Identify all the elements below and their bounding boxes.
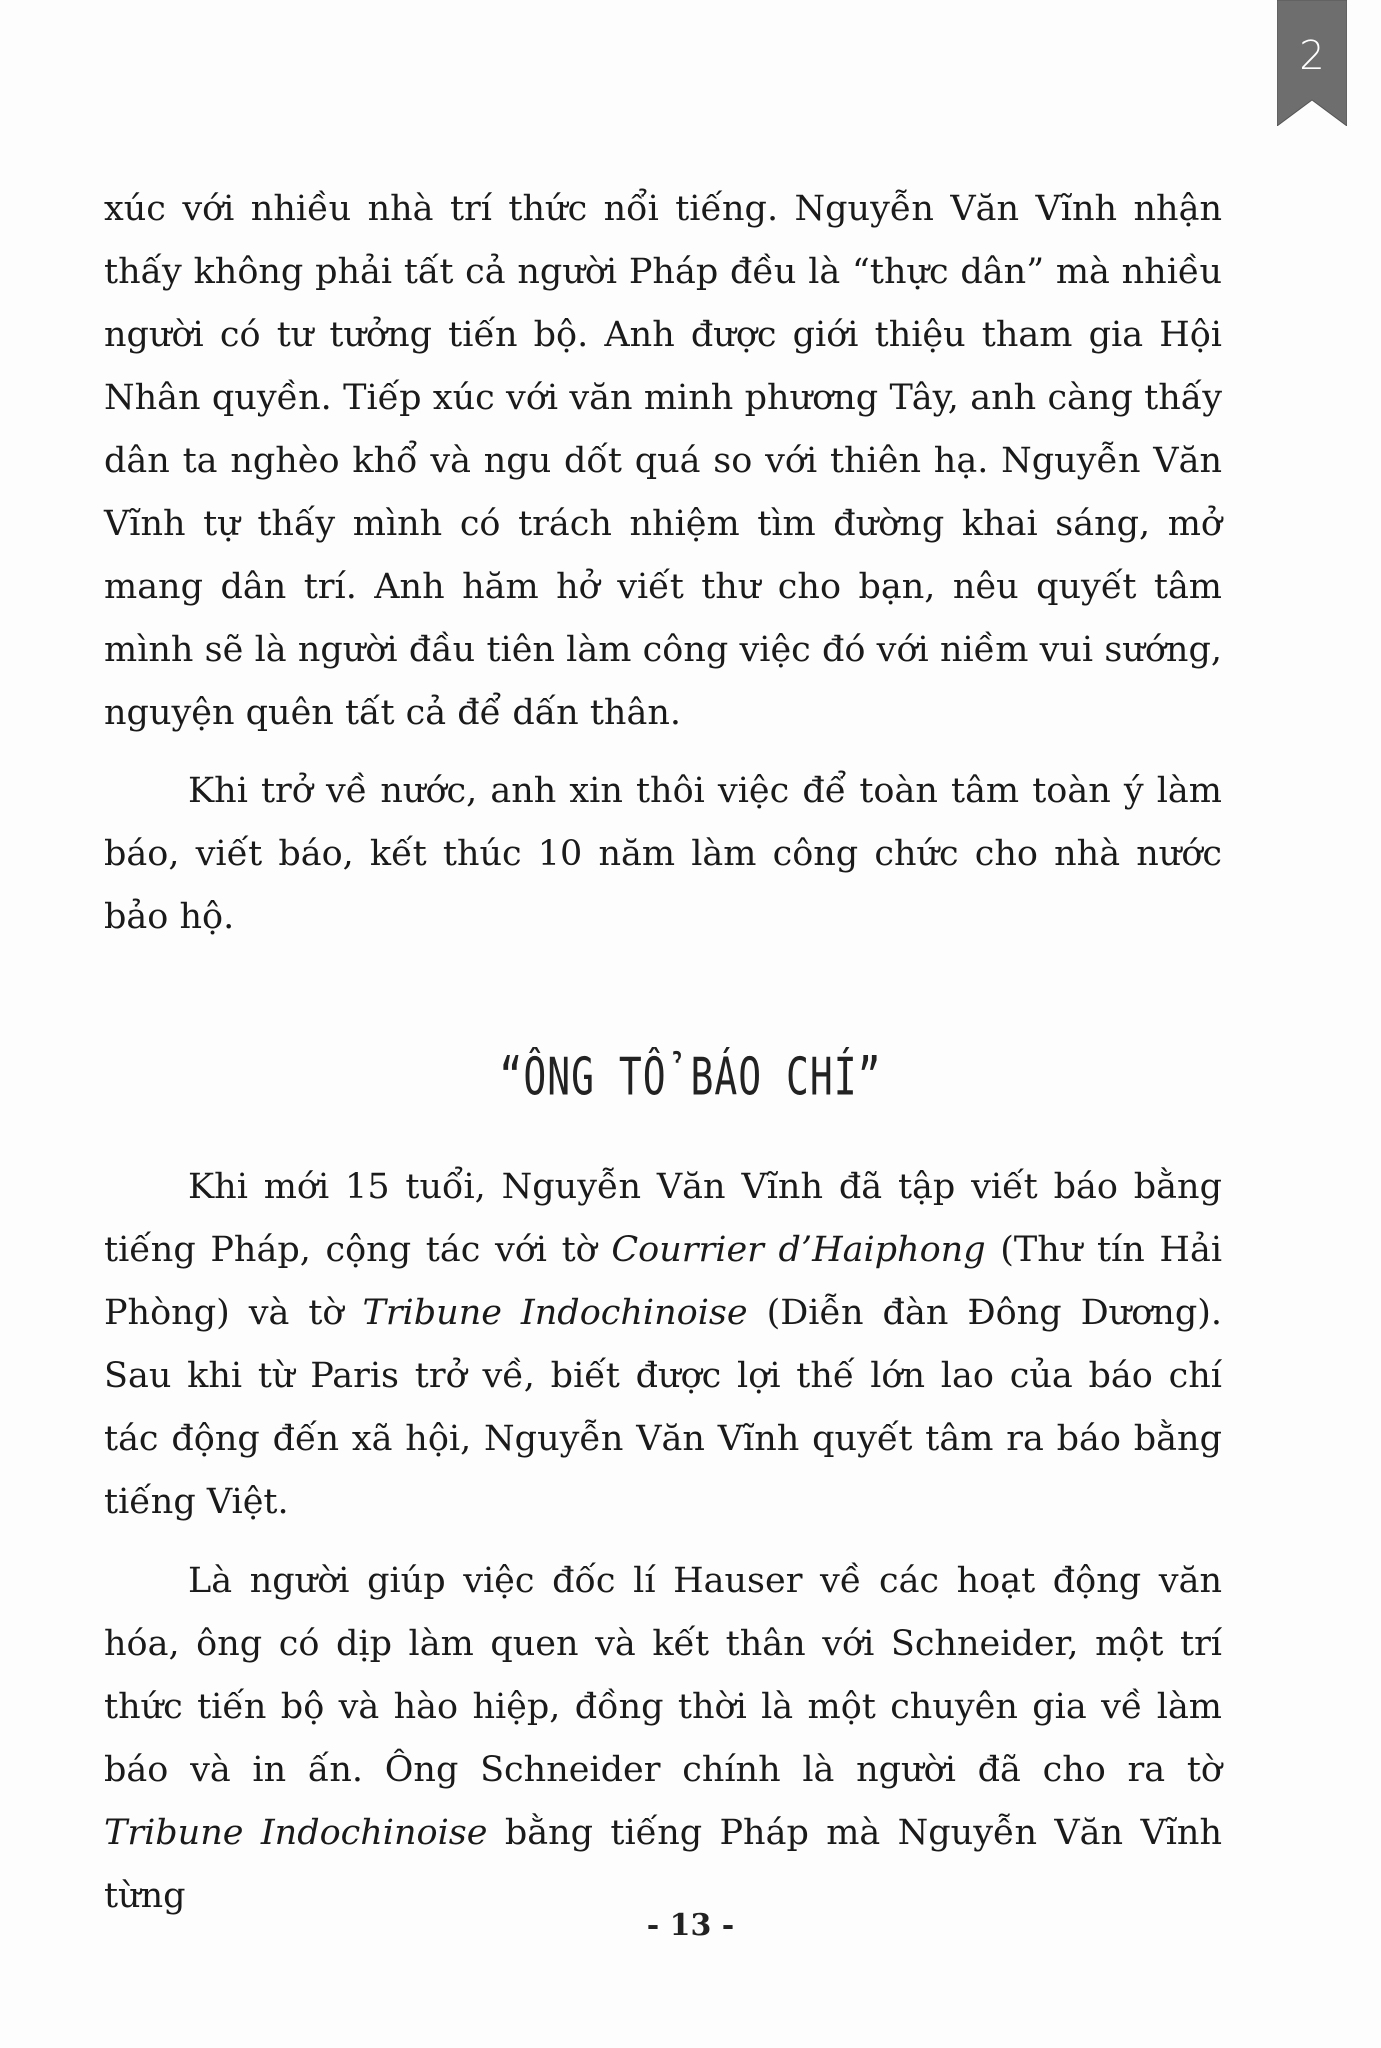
section-heading: “ÔNG TỔ BÁO CHÍ” — [499, 1047, 882, 1107]
section-paragraph-2 — [104, 1550, 1222, 1928]
italic-title: Courrier d’Haiphong — [611, 1230, 986, 1270]
text-run: (Diễn đàn Đông Dương). Sau khi từ Paris trở về, biết được lợi thế lớn lao của báo chí tác động đến xã hội, Nguyễn Văn Vĩnh quyết tâm ra báo bằng tiếng Việt. — [104, 1293, 1222, 1522]
italic-title: Tribune Indochinoise — [362, 1293, 748, 1333]
text-run: Khi mới 15 tuổi, Nguyễn Văn Vĩnh đã tập viết báo bằng tiếng Pháp, cộng tác với tờ — [104, 1167, 1222, 1270]
text-run: Là người giúp việc đốc lí Hauser về các hoạt động văn hóa, ông có dịp làm quen và kết thân với Schneider, một trí thức tiến bộ và hào hiệp, đồng thời là một chuyên gia về làm báo và in ấn. Ông Schneider chính là người đã cho ra tờ — [104, 1561, 1222, 1790]
continued-paragraphs — [104, 178, 1222, 745]
page-number: - 13 - — [646, 1908, 735, 1943]
paragraph-continued: xúc với nhiều nhà trí thức nổi tiếng. Nguyễn Văn Vĩnh nhận thấy không phải tất cả người Pháp đều là “thực dân” mà nhiều người có tư tưởng tiến bộ. Anh được giới thiệu tham gia Hội Nhân quyền. Tiếp xúc với văn minh phương Tây, anh càng thấy dân ta nghèo khổ và ngu dốt quá so với thiên hạ. Nguyễn Văn Vĩnh tự thấy mình có trách nhiệm tìm đường khai sáng, mở mang dân trí. Anh hăm hở viết thư cho bạn, nêu quyết tâm mình sẽ là người đầu tiên làm công việc đó với niềm vui sướng, nguyện quên tất cả để dấn thân. — [104, 189, 1222, 733]
paragraph-return-home — [104, 760, 1222, 949]
paragraph-text: Khi trở về nước, anh xin thôi việc để toàn tâm toàn ý làm báo, viết báo, kết thúc 10 năm làm công chức cho nhà nước bảo hộ. — [104, 771, 1222, 937]
text-run: (Thư tín Hải Phòng) và tờ — [104, 1230, 1223, 1333]
chapter-number: 2 — [1299, 33, 1325, 79]
text-run: bằng tiếng Pháp mà Nguyễn Văn Vĩnh từng — [104, 1813, 1222, 1916]
section-paragraph-1 — [104, 1156, 1222, 1534]
italic-title: Tribune Indochinoise — [104, 1813, 488, 1853]
section-body — [104, 1156, 1222, 1944]
chapter-bookmark-tab — [1277, 0, 1347, 126]
